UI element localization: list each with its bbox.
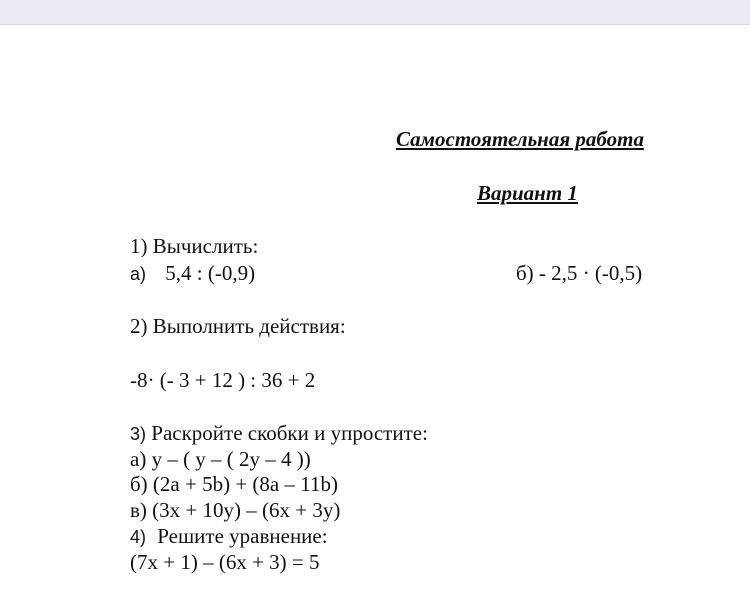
- task3-label: Раскройте скобки и упростите:: [151, 421, 428, 445]
- task3-marker: 3): [130, 424, 147, 444]
- top-bar: [0, 0, 750, 25]
- task1-b-expression: б) - 2,5 · (-0,5): [516, 261, 643, 285]
- task1-label: 1) Вычислить:: [130, 234, 259, 258]
- variant-heading: Вариант 1: [477, 181, 578, 205]
- page-title: Самостоятельная работа: [396, 127, 644, 151]
- task2-label: 2) Выполнить действия:: [130, 314, 346, 338]
- task1-a-marker: а): [130, 264, 147, 284]
- task3-item-c: в) (3х + 10у) – (6х + 3у): [130, 498, 341, 522]
- document-page: [0, 25, 750, 613]
- task4-marker: 4): [130, 527, 147, 547]
- task4-equation: (7х + 1) – (6х + 3) = 5: [130, 550, 320, 574]
- task2-expression: -8· (- 3 + 12 ) : 36 + 2: [130, 368, 316, 392]
- task1-a: [130, 261, 255, 286]
- task3-item-a: а) у – ( у – ( 2у – 4 )): [130, 447, 311, 471]
- task3-heading: [130, 421, 428, 446]
- task4-label: Решите уравнение:: [157, 524, 328, 548]
- task1-a-expression: 5,4 : (-0,9): [165, 261, 256, 285]
- task4-heading: [130, 524, 328, 549]
- task3-item-b: б) (2а + 5b) + (8а – 11b): [130, 472, 338, 496]
